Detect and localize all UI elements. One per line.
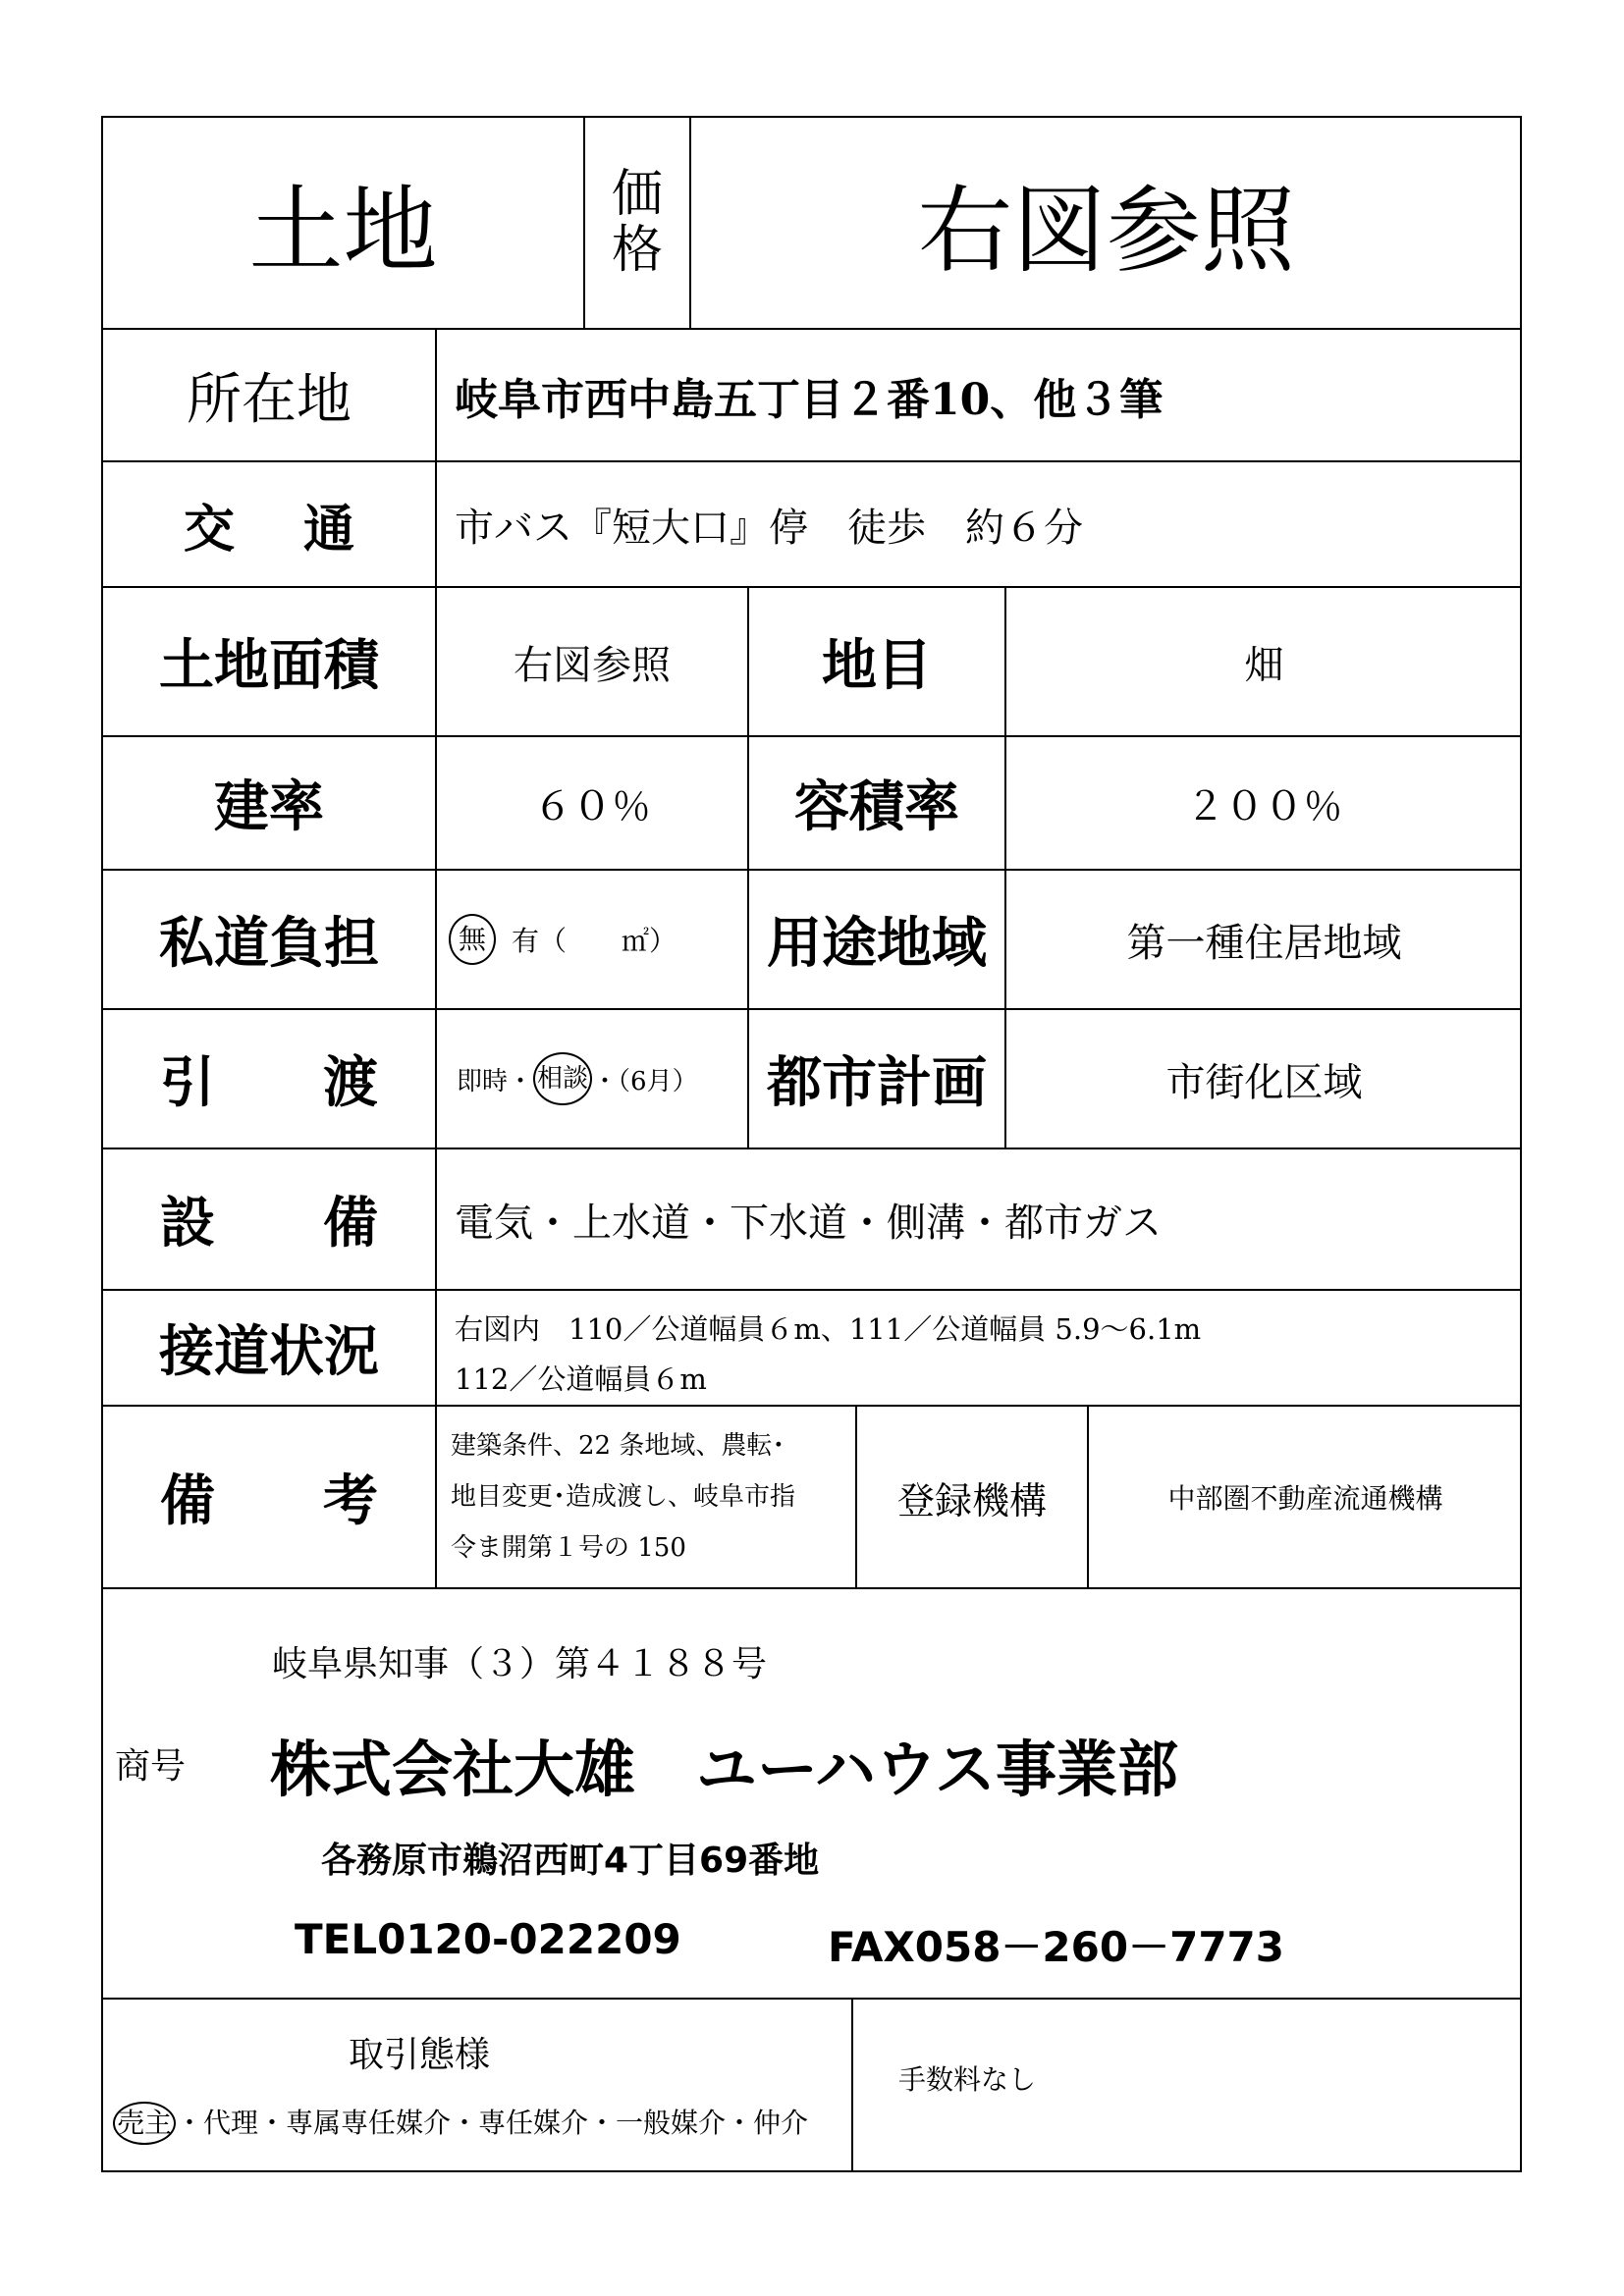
floor-ratio-label: 容積率 [749,737,1006,869]
property-type-cell [103,118,585,328]
transport-value-cell [437,462,1522,586]
remarks-text-cell [437,1407,857,1587]
private-road-label: 私道負担 [103,871,437,1008]
city-plan-label: 都市計画 [749,1010,1006,1148]
private-road-none-circled: 無 [449,914,496,965]
zoning-label: 用途地域 [749,871,1006,1008]
remarks-line-3: 令ま開第１号の 150 [451,1533,686,1563]
location-value: 岐阜市西中島五丁目２番10、他３筆 [455,374,1164,425]
property-type: 土地 [248,175,438,286]
coverage-row [103,737,1520,871]
city-plan-value: 市街化区域 [1165,1059,1363,1105]
land-category-value: 畑 [1244,642,1284,688]
company-fax: FAX058－260－7773 [828,1923,1284,1971]
price-value: 右図参照 [918,175,1295,286]
registry-label: 登録機構 [896,1478,1047,1522]
facilities-row [103,1149,1520,1291]
transaction-options [113,2102,808,2145]
facilities-label-1: 設 [160,1192,215,1255]
transport-label [103,462,437,586]
land-category-label: 地目 [749,588,1006,735]
road-access-label: 接道状況 [103,1291,437,1405]
price-label-1: 価 [611,164,663,224]
transaction-note-cell [853,2000,1522,2170]
transaction-other-options: ・代理・専属専任媒介・専任媒介・一般媒介・仲介 [176,2107,809,2139]
registry-value-cell [1089,1407,1522,1587]
handover-label-1: 引 [160,1051,215,1115]
coverage-label: 建率 [103,737,437,869]
location-label: 所在地 [103,330,437,460]
company-row [103,1589,1520,2000]
transport-value: 市バス『短大口』停 徒歩 約６分 [455,505,1083,551]
road-access-value-cell [437,1291,1522,1405]
registry-value: 中部圏不動産流通機構 [1167,1482,1443,1515]
road-access-line-1: 右図内 110／公道幅員６m、111／公道幅員 5.9～6.1m [455,1312,1202,1346]
handover-label-2: 渡 [323,1051,378,1115]
remarks-row [103,1407,1520,1589]
private-road-options [437,871,749,1008]
company-name: 株式会社大雄 ユーハウス事業部 [270,1734,1179,1805]
company-tel: TEL0120-022209 [295,1915,681,1963]
handover-row [103,1010,1520,1149]
facilities-value: 電気・上水道・下水道・側溝・都市ガス [455,1200,1162,1246]
facilities-label-2: 備 [323,1192,378,1255]
private-road-row [103,871,1520,1010]
remarks-line-1: 建築条件、22 条地域、農転･ [451,1431,785,1461]
remarks-label-2: 考 [323,1469,378,1533]
registry-label-cell [857,1407,1089,1587]
handover-immediate: 即時・ [457,1066,534,1096]
transport-label-2: 通 [302,500,354,560]
handover-consult-circled: 相談 [533,1052,592,1105]
road-access-row [103,1291,1520,1407]
price-value-cell [691,118,1522,328]
area-label: 土地面積 [103,588,437,735]
transaction-type-cell [103,2000,853,2170]
coverage-value: ６０％ [437,737,749,869]
license-number: 岐阜県知事（３）第４１８８号 [272,1644,768,1684]
remarks-label [103,1407,437,1587]
transport-row [103,462,1520,588]
trade-name-label: 商号 [115,1746,187,1787]
facilities-value-cell [437,1149,1522,1289]
location-row [103,330,1520,462]
area-value: 右図参照 [437,588,749,735]
road-access-line-2: 112／公道幅員６m [455,1362,707,1396]
area-row [103,588,1520,737]
handover-label [103,1010,437,1148]
remarks-label-1: 備 [160,1469,215,1533]
transaction-row [103,2000,1520,2170]
price-label-2: 格 [611,221,663,280]
remarks-line-2: 地目変更･造成渡し、岐阜市指 [451,1482,796,1512]
transaction-label: 取引態様 [349,2035,491,2075]
transport-label-1: 交 [184,500,236,560]
handover-june: ・（6月） [592,1066,698,1096]
price-label-cell [585,118,691,328]
header-row [103,118,1520,330]
zoning-value: 第一種住居地域 [1126,920,1402,966]
transaction-note: 手数料なし [898,2063,1037,2096]
floor-ratio-value: ２００％ [1185,783,1343,829]
handover-options [437,1010,749,1148]
private-road-yes: 有（ ㎡） [512,925,677,957]
property-sheet [101,116,1522,2172]
seller-circled: 売主 [113,2102,176,2145]
location-value-cell [437,330,1522,460]
facilities-label [103,1149,437,1289]
company-address: 各務原市鵜沼西町4丁目69番地 [321,1841,820,1881]
